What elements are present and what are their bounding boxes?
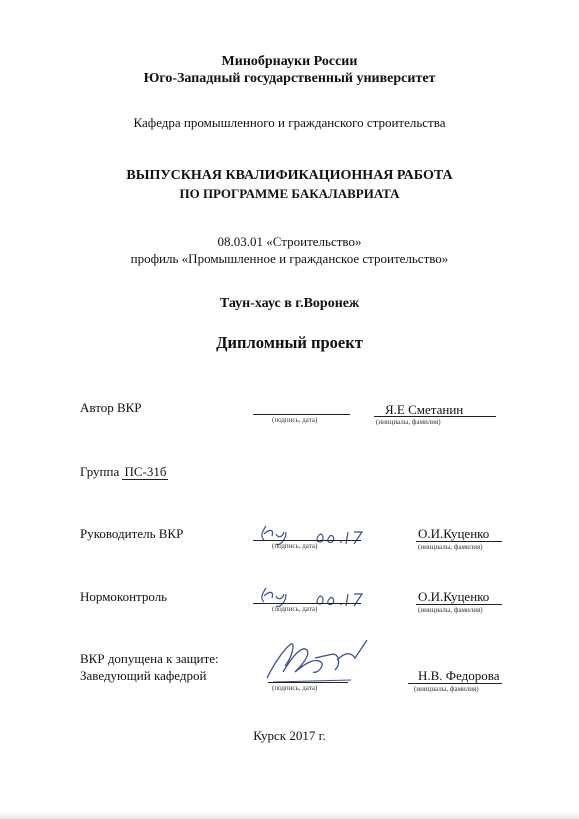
- supervisor-name: О.И.Куценко: [418, 526, 490, 541]
- work-kind: Дипломный проект: [216, 333, 363, 352]
- head-of-department-label: Заведующий кафедрой: [80, 668, 207, 683]
- normcontrol-sign-caption: (подпись, дата): [272, 605, 318, 613]
- supervisor-signature-line: [253, 540, 361, 541]
- author-initials-caption: (инициалы, фамилия): [376, 418, 441, 426]
- head-handwritten-signature: [255, 632, 375, 692]
- head-name-line: [408, 683, 502, 684]
- author-sign-caption: (подпись, дата): [272, 416, 318, 424]
- supervisor-label: Руководитель ВКР: [80, 526, 184, 541]
- scan-bottom-edge: [0, 812, 579, 819]
- supervisor-initials-caption: (инициалы, фамилия): [418, 543, 483, 551]
- normcontrol-label: Нормоконтроль: [80, 589, 168, 604]
- group-label: Группа: [80, 464, 120, 479]
- admission-label: ВКР допущена к защите:: [80, 651, 219, 666]
- author-name-text: Я.Е Сметанин: [385, 402, 464, 417]
- work-type-line-1: ВЫПУСКНАЯ КВАЛИФИКАЦИОННАЯ РАБОТА: [126, 168, 453, 183]
- department-name: Кафедра промышленного и гражданского строительства: [133, 115, 446, 130]
- city-year: Курск 2017 г.: [253, 728, 326, 743]
- university-name: Юго-Западный государственный университет: [143, 71, 436, 86]
- work-type-line-2: ПО ПРОГРАММЕ БАКАЛАВРИАТА: [179, 186, 400, 201]
- specialty-code: 08.03.01 «Строительство»: [217, 234, 362, 249]
- normcontrol-name: О.И.Куценко: [418, 589, 490, 604]
- head-name: Н.В. Федорова: [418, 668, 500, 683]
- group-row: [80, 464, 168, 480]
- supervisor-name-line: [416, 541, 502, 542]
- work-topic: Таун-хаус в г.Воронеж: [219, 296, 360, 311]
- head-sign-caption: (подпись, дата): [272, 684, 318, 692]
- normcontrol-name-line: [416, 604, 502, 605]
- author-name-line: [374, 416, 496, 417]
- author-signature-line: [253, 414, 350, 415]
- supervisor-sign-caption: (подпись, дата): [272, 542, 318, 550]
- specialty-profile: профиль «Промышленное и гражданское строительство»: [130, 251, 449, 266]
- author-label: Автор ВКР: [80, 400, 142, 415]
- ministry-name: Минобрнауки России: [221, 54, 358, 69]
- head-signature-line: [268, 682, 348, 683]
- normcontrol-signature-line: [253, 603, 361, 604]
- normcontrol-initials-caption: (инициалы, фамилия): [418, 606, 483, 614]
- group-value: ПС-31б: [124, 464, 167, 479]
- head-initials-caption: (инициалы, фамилия): [414, 685, 479, 693]
